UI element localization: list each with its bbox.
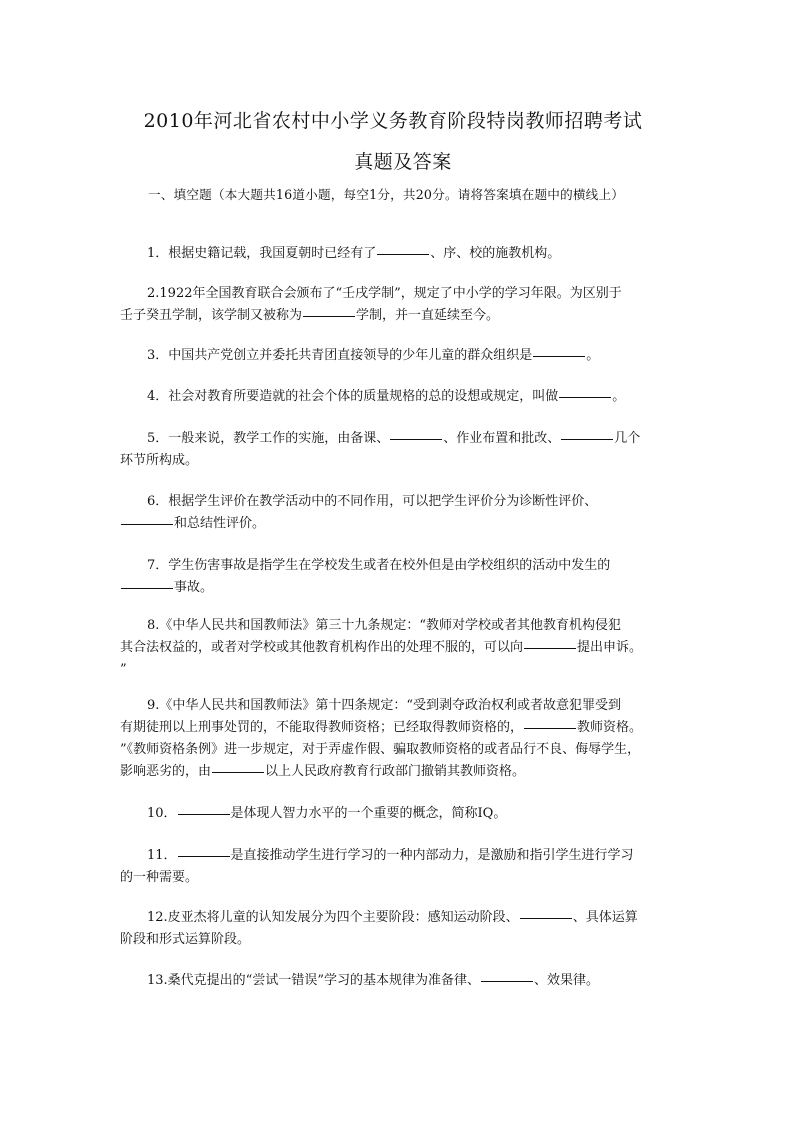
question-text: 8.《中华人民共和国教师法》第三十九条规定：“教师对学校或者其他教育机构侵犯 — [147, 618, 622, 633]
question-text: 、作业布置和批改、 — [443, 431, 561, 446]
answer-blank — [524, 647, 576, 649]
question-text: 。 — [612, 389, 626, 404]
question-text: 、效果律。 — [533, 973, 599, 988]
question-text: ” — [120, 662, 127, 677]
question-2 — [120, 283, 700, 327]
question-6 — [120, 491, 700, 535]
question-text: 9.《中华人民共和国教师法》第十四条规定：“受到剥夺政治权利或者故意犯罪受到 — [147, 698, 622, 713]
question-text: 11． — [147, 848, 177, 863]
question-12 — [120, 907, 700, 951]
answer-blank — [533, 355, 585, 357]
answer-blank — [524, 727, 576, 729]
answer-blank — [561, 438, 613, 440]
answer-blank — [377, 253, 429, 255]
question-text: 事故。 — [174, 580, 214, 595]
question-text: 有期徒刑以上刑事处罚的，不能取得教师资格；已经取得教师资格的， — [120, 720, 524, 735]
answer-blank — [559, 396, 611, 398]
question-text: ”《教师资格条例》进一步规定，对于弄虚作假、骗取教师资格的或者品行不良、侮辱学生， — [120, 742, 641, 757]
section-heading: 一、填空题（本大题共16道小题，每空1分，共20分。请将答案填在题中的横线上） — [148, 187, 625, 202]
question-10 — [120, 803, 700, 825]
question-text: 1．根据史籍记载，我国夏朝时已经有了 — [147, 246, 377, 261]
question-1 — [120, 243, 700, 265]
answer-blank — [121, 587, 173, 589]
answer-blank — [520, 917, 572, 919]
question-7 — [120, 555, 700, 599]
answer-blank — [178, 813, 230, 815]
question-text: 教师资格。 — [577, 720, 643, 735]
question-5 — [120, 428, 700, 472]
question-text: 4．社会对教育所要造就的社会个体的质量规格的总的设想或规定，叫做 — [147, 389, 559, 404]
answer-blank — [212, 771, 264, 773]
question-text: 2.1922年全国教育联合会颁布了“壬戌学制”，规定了中小学的学习年限。为区别于 — [147, 286, 622, 301]
question-text: 几个 — [614, 431, 641, 446]
question-text: 以上人民政府教育行政部门撤销其教师资格。 — [265, 764, 526, 779]
question-text: 7．学生伤害事故是指学生在学校发生或者在校外但是由学校组织的活动中发生的 — [147, 558, 611, 573]
question-9 — [120, 695, 700, 783]
question-text: 环节所构成。 — [120, 453, 199, 468]
answer-blank — [178, 855, 230, 857]
question-text: 3．中国共产党创立并委托共青团直接领导的少年儿童的群众组织是 — [147, 348, 533, 363]
question-8 — [120, 615, 700, 681]
answer-blank — [481, 980, 533, 982]
question-text: 。 — [586, 348, 600, 363]
question-text: 的一种需要。 — [120, 870, 199, 885]
question-text: 影响恶劣的，由 — [120, 764, 212, 779]
question-text: 是直接推动学生进行学习的一种内部动力，是激励和指引学生进行学习 — [230, 848, 634, 863]
question-text: 6．根据学生评价在教学活动中的不同作用，可以把学生评价分为诊断性评价、 — [147, 494, 598, 509]
question-text: 学制，并一直延续至今。 — [356, 308, 500, 323]
question-text: 阶段和形式运算阶段。 — [120, 932, 251, 947]
question-text: 是体现人智力水平的一个重要的概念，简称IQ。 — [230, 806, 507, 821]
question-text: 提出申诉。 — [577, 640, 643, 655]
question-3 — [120, 345, 700, 367]
answer-blank — [121, 523, 173, 525]
document-subtitle: 真题及答案 — [354, 151, 452, 173]
question-text: 和总结性评价。 — [174, 516, 266, 531]
answer-blank — [390, 438, 442, 440]
document-title: 2010年河北省农村中小学义务教育阶段特岗教师招聘考试 — [143, 110, 643, 132]
question-text: 、具体运算 — [572, 910, 638, 925]
question-text: 13.桑代克提出的“尝试一错误”学习的基本规律为准备律、 — [147, 973, 480, 988]
question-text: 5．一般来说，教学工作的实施，由备课、 — [147, 431, 390, 446]
question-11 — [120, 845, 700, 889]
question-text: 其合法权益的，或者对学校或其他教育机构作出的处理不服的，可以向 — [120, 640, 524, 655]
question-13 — [120, 970, 700, 992]
question-text: 壬子癸丑学制，该学制又被称为 — [120, 308, 303, 323]
question-text: 10． — [147, 806, 177, 821]
question-text: 、序、校的施教机构。 — [430, 246, 561, 261]
question-4 — [120, 386, 700, 408]
answer-blank — [303, 315, 355, 317]
question-text: 12.皮亚杰将儿童的认知发展分为四个主要阶段：感知运动阶段、 — [147, 910, 519, 925]
